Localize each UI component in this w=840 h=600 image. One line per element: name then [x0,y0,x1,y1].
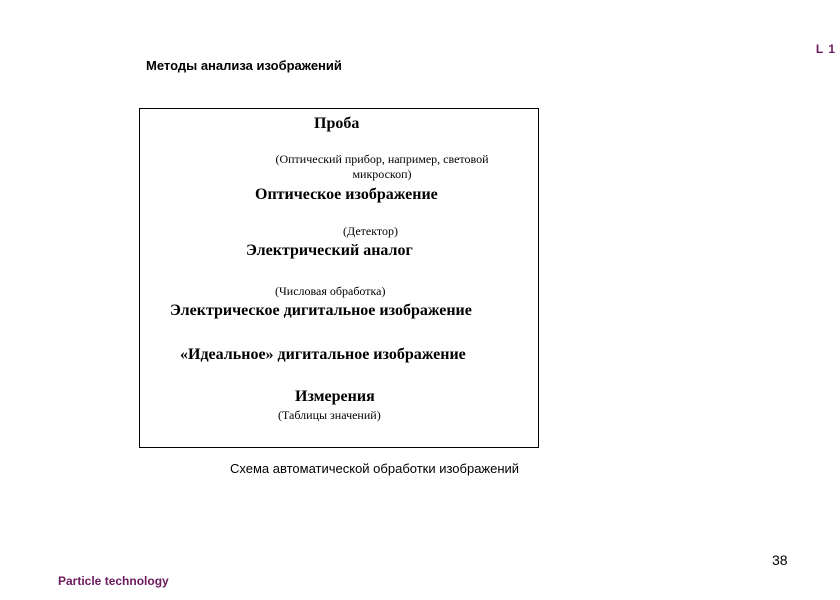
scheme-step-optical-image: Оптическое изображение [255,186,438,203]
scheme-step-digital-image: Электрическое дигитальное изображение [170,302,472,319]
footer-brand: Particle technology [58,574,169,588]
scheme-step-ideal-digital-image: «Идеальное» дигитальное изображение [180,346,466,363]
scheme-step-measurements: Измерения [295,388,375,405]
scheme-caption: Схема автоматической обработки изображений [230,461,520,476]
slide-label: L 1 [815,42,836,56]
scheme-note-detector: (Детектор) [343,224,398,238]
scheme-note-optical-device: (Оптический прибор, например, световой микроскоп) [275,152,489,181]
scheme-note-value-tables: (Таблицы значений) [278,408,381,422]
scheme-step-probe: Проба [314,115,360,132]
page-title: Методы анализа изображений [146,58,342,73]
scheme-step-electric-analog: Электрический аналог [246,242,413,259]
page-number: 38 [772,552,788,568]
scheme-note-numeric-processing: (Числовая обработка) [275,284,386,298]
